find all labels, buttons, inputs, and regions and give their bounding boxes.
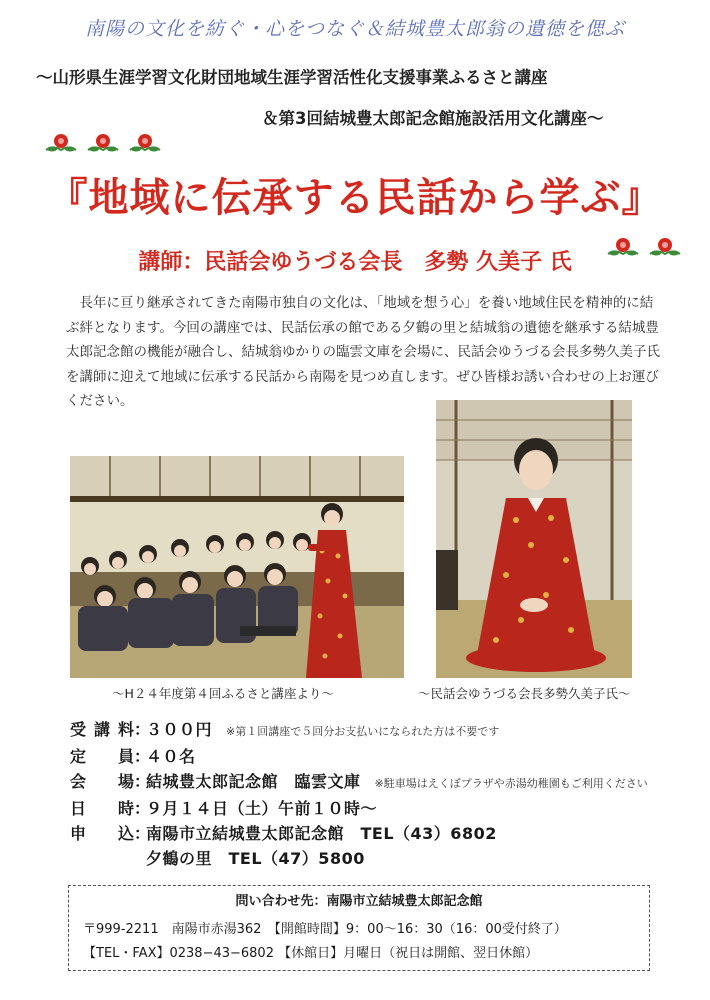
- lecturer-line: [0, 245, 710, 276]
- event-title: 『地域に伝承する民話から学ぶ』: [47, 175, 663, 221]
- contact-box: [68, 885, 650, 971]
- apply-row-2: [70, 846, 690, 871]
- venue-row: 会 場 ： 結城豊太郎記念館 臨雲文庫 ※駐車場はえくぼプラザや赤湯幼稚園もご利用ください: [70, 769, 690, 796]
- apply-label: 申 込: [70, 824, 134, 843]
- venue-note: ※駐車場はえくぼプラザや赤湯幼稚園もご利用ください: [374, 777, 648, 790]
- subtitle-line-1: 〜山形県生涯学習文化財団地域生涯学習活性化支援事業ふるさと講座: [36, 68, 548, 87]
- fee-row: 受講料 ： ３００円 ※第１回講座で５回分お支払いになられた方は不要です: [70, 717, 690, 744]
- intro-paragraph: 長年に亘り継承されてきた南陽市独自の文化は、「地域を想う心」を養い地域住民を精神的に結ぶ絆となります。今回の講座では、民話伝承の館である夕鶴の里と結城翁の遺徳を継承する結城豊太郎記念館の機能が融合し、結城翁ゆかりの臨雲文庫を会場に、民話会ゆうづる会長多勢久美子氏を講師に迎えて地域に伝承する民話から南陽を見つめ直します。ぜひ皆様お誘い合わせの上お運びください。: [66, 295, 660, 409]
- capacity-label: 定 員: [70, 747, 134, 766]
- apply-value-2: 夕鶴の里 TEL（47）5800: [146, 849, 365, 868]
- fee-note: ※第１回講座で５回分お支払いになられた方は不要です: [226, 725, 500, 738]
- fee-value: ３００円: [146, 720, 213, 739]
- red-flower-icon: [86, 130, 120, 158]
- datetime-value: ９月１４日（土）午前１０時〜: [146, 799, 378, 818]
- red-flower-icon: [44, 130, 78, 158]
- event-details: [70, 717, 690, 871]
- red-flower-icon: [648, 234, 682, 262]
- fee-label: 受講料: [70, 720, 134, 739]
- red-flower-icon: [606, 234, 640, 262]
- lecture-audience-photo: [70, 456, 404, 678]
- venue-value: 結城豊太郎記念館 臨雲文庫: [146, 772, 361, 791]
- apply-row: 申 込 ： 南陽市立結城豊太郎記念館 TEL（43）6802: [70, 821, 690, 846]
- apply-value-1: 南陽市立結城豊太郎記念館 TEL（43）6802: [146, 824, 497, 843]
- datetime-label: 日 時: [70, 799, 134, 818]
- contact-address: 〒999-2211 南陽市赤湯362 【開館時間】9：00〜16：30（16：00受付終了）: [83, 922, 567, 937]
- lecturer-label: 講師：民話会ゆうづる会長: [138, 250, 403, 275]
- capacity-value: ４０名: [146, 747, 196, 766]
- capacity-row: 定 員 ： ４０名: [70, 744, 690, 769]
- contact-tel: 【TEL・FAX】0238−43−6802 【休館日】月曜日（祝日は開館、翌日休館）: [83, 946, 539, 961]
- red-flower-icon: [128, 130, 162, 158]
- tagline: 南陽の文化を紡ぐ・心をつなぐ＆結城豊太郎翁の遺徳を偲ぶ: [84, 18, 625, 40]
- datetime-row: 日 時 ： ９月１４日（土）午前１０時〜: [70, 796, 690, 821]
- right-photo-caption: 〜民話会ゆうづる会長多勢久美子氏〜: [418, 686, 631, 701]
- left-photo-caption: 〜H２４年度第４回ふるさと講座より〜: [112, 686, 334, 701]
- subtitle-line-2: ＆第3回結城豊太郎記念館施設活用文化講座〜: [262, 109, 604, 128]
- storyteller-portrait-photo: [436, 400, 632, 678]
- lecturer-name: 多勢 久美子 氏: [424, 250, 572, 275]
- venue-label: 会 場: [70, 772, 134, 791]
- contact-title: 問い合わせ先：南陽市立結城豊太郎記念館: [235, 894, 483, 909]
